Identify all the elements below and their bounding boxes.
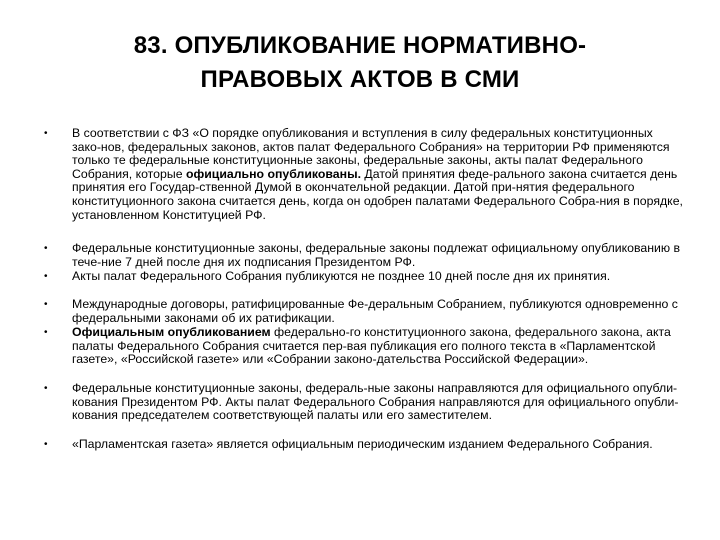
bullet-icon: • — [44, 299, 48, 310]
bullet-item-international-treaties — [44, 298, 684, 326]
bullet-icon: • — [44, 383, 48, 394]
bullet-item-official-publication — [44, 326, 684, 382]
bullet-icon: • — [44, 439, 48, 450]
bullet-item-publication-deadline — [44, 242, 684, 270]
title-line-2: ПРАВОВЫХ АКТОВ В СМИ — [200, 66, 520, 93]
bullet-text: Акты палат Федерального Собрания публикуются не позднее 10 дней после дня их принятия. — [72, 269, 611, 283]
bullet-text: Официальным опубликованием федерально-го конституционного закона, федерального закона, акта палаты Федерального Собрания считается пер-вая публикация его полного текста в «Парламентской газете», «Российской газете» или «Собрании законо-дательства Российской Федерации». — [72, 325, 671, 367]
bullet-icon: • — [44, 327, 48, 338]
bullet-item-publication-law — [44, 127, 684, 242]
bullet-list — [44, 127, 684, 466]
bullet-item-chamber-acts — [44, 270, 684, 298]
bullet-text: Международные договоры, ратифицированные Фе-деральным Собранием, публикуются одновременно с федеральными законами об их ратификации. — [72, 297, 678, 325]
bullet-text: Федеральные конституционные законы, федераль-ные законы направляются для официального опубли-кования Президентом РФ. Акты палат Федерального Собрания направляются для официального опубли-кования председателем соответствующей палаты или его заместителем. — [72, 381, 679, 423]
bullet-text: В соответствии с ФЗ «О порядке опубликования и вступления в силу федеральных конституционных зако-нов, федеральных законов, актов палат Федерального Собрания» на территории РФ применяются только те федеральные конституционные законы, федеральные законы, акты палат Федерального Собрания, которые официально опубликованы. Датой принятия феде-рального закона считается день принятия его Государ-ственной Думой в окончательной редакции. Датой при-нятия федерального конституционного закона считается день, когда он одобрен палатами Федерального Собра-ния в порядке, установленном Конституцией РФ. — [72, 126, 683, 222]
bullet-text: «Парламентская газета» является официальным периодическим изданием Федерального Собрания. — [72, 437, 653, 451]
bullet-item-parliamentary-gazette — [44, 438, 684, 466]
slide-title — [60, 29, 660, 97]
bullet-icon: • — [44, 128, 48, 139]
bullet-icon: • — [44, 243, 48, 254]
bullet-icon: • — [44, 271, 48, 282]
bullet-item-sending-for-publication — [44, 382, 684, 438]
bullet-text: Федеральные конституционные законы, федеральные законы подлежат официальному опубликованию в тече-ние 7 дней после дня их подписания Президентом РФ. — [72, 241, 681, 269]
title-line-1: 83. ОПУБЛИКОВАНИЕ НОРМАТИВНО- — [133, 32, 587, 59]
